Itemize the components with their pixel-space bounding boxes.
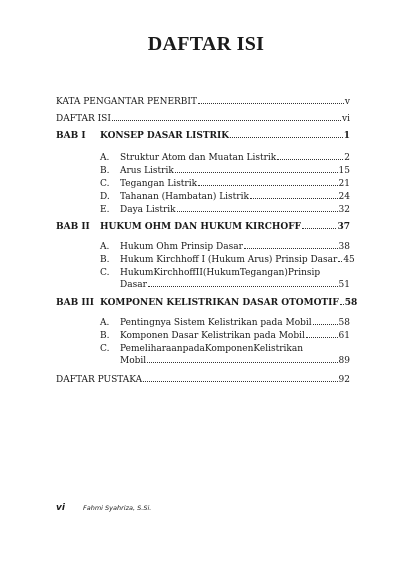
chapter-page: 37: [337, 222, 350, 232]
toc-entry-label: DAFTAR PUSTAKA: [56, 375, 143, 385]
dot-leader: [313, 324, 338, 325]
toc-chapter-3[interactable]: [100, 298, 358, 309]
item-label-word: Kirchhoff: [153, 268, 196, 278]
dot-leader: [175, 172, 338, 173]
item-label: Mobil: [120, 356, 147, 366]
toc-item[interactable]: [120, 166, 350, 177]
item-letter: A.: [100, 318, 110, 328]
item-letter: B.: [100, 331, 110, 341]
toc-entry-page: vi: [342, 114, 350, 124]
dot-leader: [302, 228, 336, 229]
item-page: 21: [338, 179, 350, 189]
item-label-word: pada: [182, 344, 205, 354]
toc-entry-daftar-pustaka[interactable]: [56, 375, 350, 386]
item-letter: C.: [100, 268, 110, 278]
toc-entry-label: KATA PENGANTAR PENERBIT: [56, 97, 197, 107]
dot-leader: [148, 286, 338, 287]
chapter-code: BAB II: [56, 222, 90, 232]
chapter-page: 58: [344, 298, 358, 308]
dot-leader: [112, 120, 341, 121]
chapter-page: 1: [343, 131, 350, 141]
toc-item[interactable]: [120, 318, 350, 329]
dot-leader: [147, 362, 337, 363]
item-letter: D.: [100, 192, 110, 202]
page-title: DAFTAR ISI: [147, 33, 265, 55]
toc-entry-page: v: [344, 97, 350, 107]
item-label: Hukum Kirchhoff I (Hukum Arus) Prinsip Dasar: [120, 255, 338, 265]
toc-item-line-2[interactable]: [120, 356, 350, 367]
item-letter: C.: [100, 344, 110, 354]
dot-leader: [198, 185, 337, 186]
item-label-word: (Hukum: [202, 268, 240, 278]
item-page: 51: [338, 280, 350, 290]
item-page: 15: [338, 166, 350, 176]
item-page: 38: [338, 242, 350, 252]
toc-entry-label: DAFTAR ISI: [56, 114, 111, 124]
item-label-word: Pemeliharaan: [120, 344, 183, 354]
chapter-title: KONSEP DASAR LISTRIK: [100, 131, 230, 141]
item-label-word: Hukum: [120, 268, 154, 278]
chapter-code: BAB III: [56, 298, 94, 308]
toc-item[interactable]: [120, 255, 355, 266]
item-label: Dasar: [120, 280, 147, 290]
item-label-word: Tegangan): [239, 268, 288, 278]
dot-leader: [143, 381, 337, 382]
item-label: Hukum Ohm Prinsip Dasar: [120, 242, 243, 252]
item-page: 89: [338, 356, 350, 366]
dot-leader: [230, 137, 343, 138]
toc-entry-daftar-isi[interactable]: [56, 114, 350, 125]
dot-leader: [198, 103, 344, 104]
item-label: Struktur Atom dan Muatan Listrik: [120, 153, 277, 163]
item-label: Tahanan (Hambatan) Listrik: [120, 192, 249, 202]
item-label: Tegangan Listrik: [120, 179, 198, 189]
toc-chapter-1[interactable]: [100, 131, 350, 142]
item-label-word: Prinsip: [287, 268, 321, 278]
chapter-code: BAB I: [56, 131, 86, 141]
footer-page-number: vi: [56, 503, 65, 513]
toc-item[interactable]: [120, 153, 350, 164]
item-page: 32: [338, 205, 350, 215]
toc-item[interactable]: [120, 331, 350, 342]
item-letter: B.: [100, 166, 110, 176]
item-label-word: Kelistrikan: [253, 344, 304, 354]
dot-leader: [338, 261, 342, 262]
item-letter: A.: [100, 153, 110, 163]
item-letter: B.: [100, 255, 110, 265]
toc-item[interactable]: [120, 205, 350, 216]
footer-author: Fahmi Syahriza, S.Si.: [83, 504, 152, 512]
item-page: 24: [338, 192, 350, 202]
item-page: 61: [338, 331, 350, 341]
item-label: Komponen Dasar Kelistrikan pada Mobil: [120, 331, 305, 341]
item-page: 2: [344, 153, 350, 163]
item-label-word: Komponen: [204, 344, 254, 354]
toc-item-line-2[interactable]: [120, 280, 350, 291]
toc-entry-page: 92: [338, 375, 350, 385]
dot-leader: [340, 304, 344, 305]
dot-leader: [277, 159, 343, 160]
toc-item[interactable]: [120, 242, 350, 253]
item-label-word: II: [195, 268, 203, 278]
chapter-title: KOMPONEN KELISTRIKAN DASAR OTOMOTIF: [100, 298, 339, 308]
item-letter: C.: [100, 179, 110, 189]
chapter-title: HUKUM OHM DAN HUKUM KIRCHOFF: [100, 222, 301, 232]
toc-item[interactable]: [120, 179, 350, 190]
item-label: Arus Listrik: [120, 166, 174, 176]
toc-item-line-1[interactable]: [120, 344, 304, 355]
item-letter: A.: [100, 242, 110, 252]
dot-leader: [306, 337, 338, 338]
item-page: 45: [343, 255, 355, 265]
toc-item-line-1[interactable]: [120, 268, 320, 279]
item-letter: E.: [100, 205, 110, 215]
item-page: 58: [338, 318, 350, 328]
toc-entry-kata-pengantar[interactable]: [56, 97, 350, 108]
toc-item[interactable]: [120, 192, 350, 203]
dot-leader: [250, 198, 338, 199]
toc-chapter-2[interactable]: [100, 222, 350, 233]
item-label: Pentingnya Sistem Kelistrikan pada Mobil: [120, 318, 312, 328]
dot-leader: [244, 248, 338, 249]
dot-leader: [177, 211, 338, 212]
item-label: Daya Listrik: [120, 205, 176, 215]
